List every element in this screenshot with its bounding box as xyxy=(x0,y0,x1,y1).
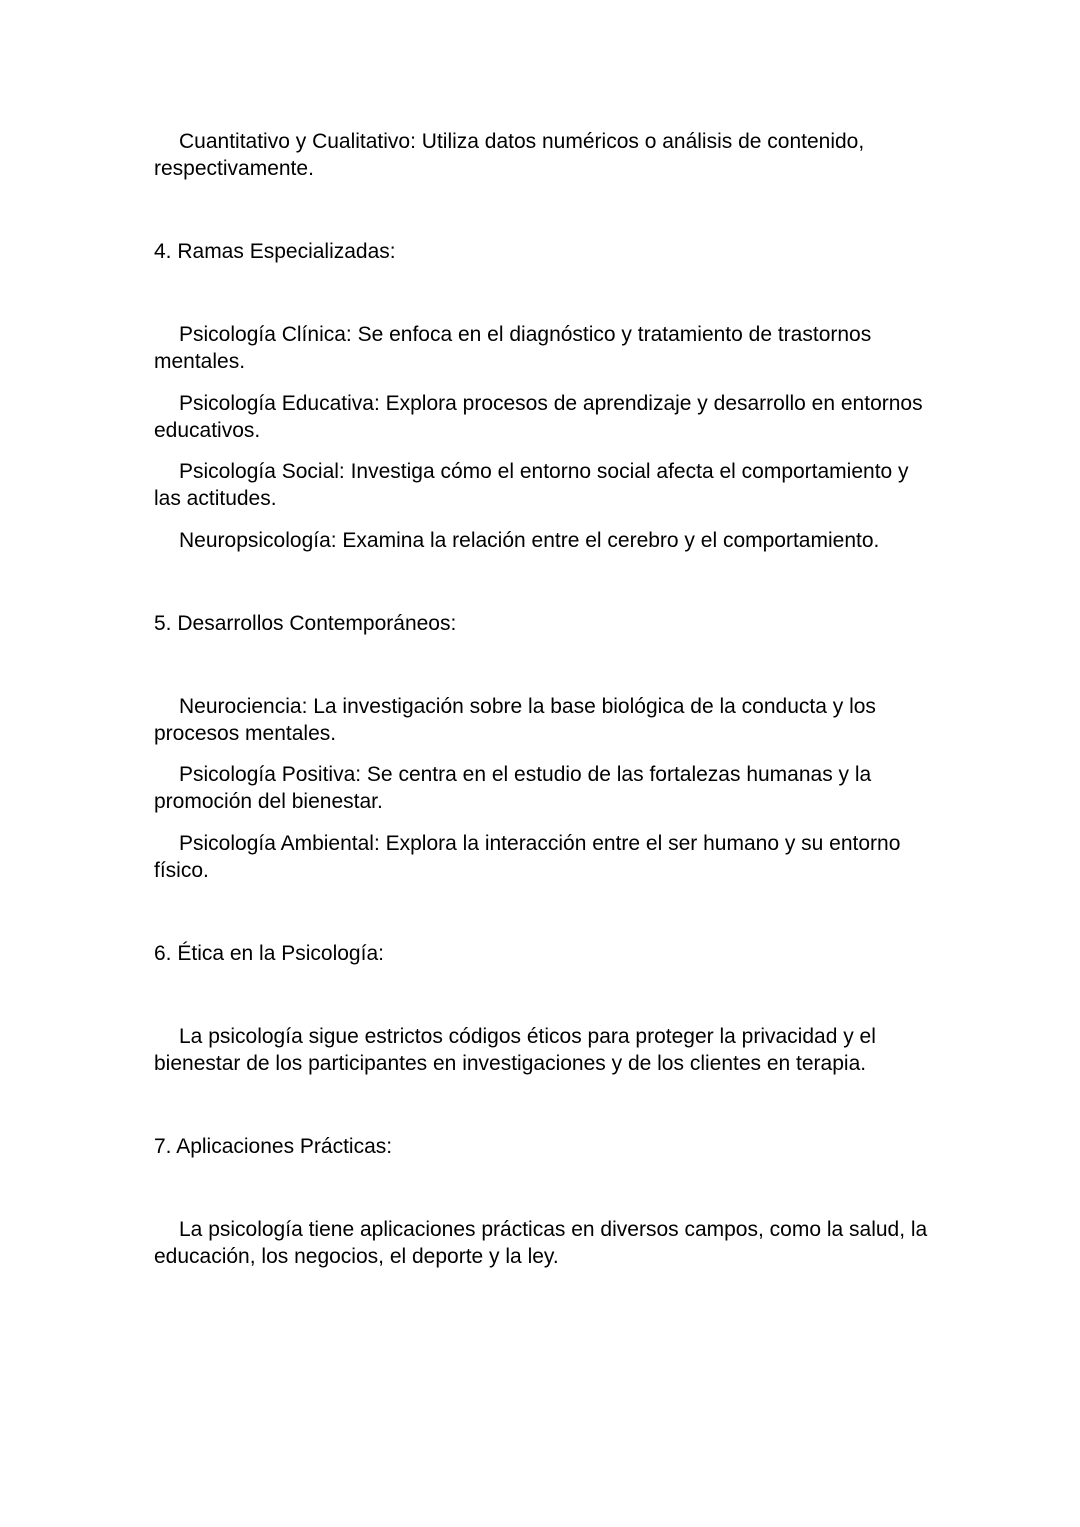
paragraph-neuropsicologia: Neuropsicología: Examina la relación entre el cerebro y el comportamiento. xyxy=(179,529,880,552)
paragraph-psicologia-positiva: Psicología Positiva: Se centra en el estudio de las fortalezas humanas y la promoción del bienestar. xyxy=(154,763,872,813)
paragraph-aplicaciones: La psicología tiene aplicaciones prácticas en diversos campos, como la salud, la educación, los negocios, el deporte y la ley. xyxy=(154,1218,928,1268)
section-heading-etica: 6. Ética en la Psicología: xyxy=(154,942,384,965)
section-heading-ramas: 4. Ramas Especializadas: xyxy=(154,240,396,263)
intro-paragraph: Cuantitativo y Cualitativo: Utiliza datos numéricos o análisis de contenido, respectivamente. xyxy=(154,130,865,180)
paragraph-neurociencia: Neurociencia: La investigación sobre la base biológica de la conducta y los procesos mentales. xyxy=(154,695,876,745)
paragraph-etica: La psicología sigue estrictos códigos éticos para proteger la privacidad y el bienestar de los participantes en investigaciones y de los clientes en terapia. xyxy=(154,1025,876,1075)
paragraph-psicologia-clinica: Psicología Clínica: Se enfoca en el diagnóstico y tratamiento de trastornos mentales. xyxy=(154,323,872,373)
section-heading-desarrollos: 5. Desarrollos Contemporáneos: xyxy=(154,612,457,635)
paragraph-psicologia-social: Psicología Social: Investiga cómo el entorno social afecta el comportamiento y las actitudes. xyxy=(154,460,909,510)
paragraph-psicologia-ambiental: Psicología Ambiental: Explora la interacción entre el ser humano y su entorno físico. xyxy=(154,832,901,882)
paragraph-psicologia-educativa: Psicología Educativa: Explora procesos de aprendizaje y desarrollo en entornos educativos. xyxy=(154,392,923,442)
section-heading-aplicaciones: 7. Aplicaciones Prácticas: xyxy=(154,1135,393,1158)
